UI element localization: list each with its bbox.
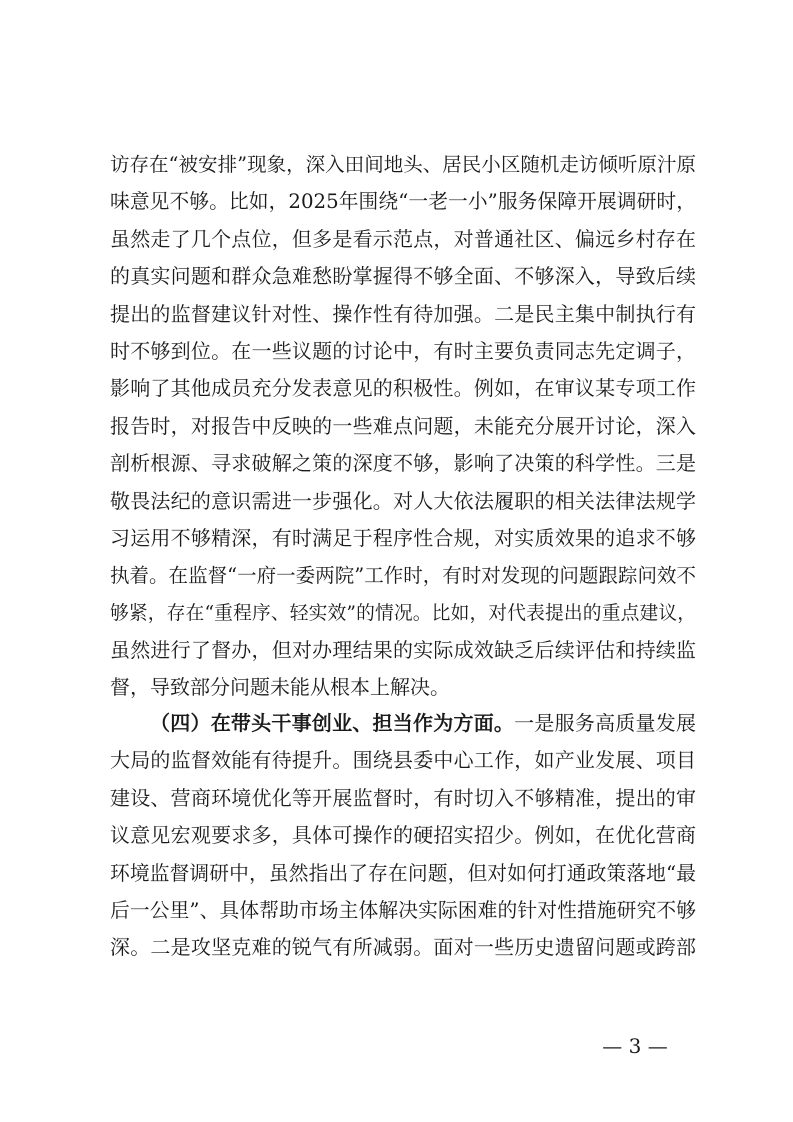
paragraph-2-line: 大局的监督效能有待提升。围绕县委中心工作，如产业发展、项目 [110,748,696,773]
paragraph-1-line: 督，导致部分问题未能从根本上解决。 [110,675,450,700]
paragraph-2-first-line [110,705,696,742]
paragraph-1-line: 报告时，对报告中反映的一些难点问题，未能充分展开讨论，深入 [110,413,696,438]
paragraph-1-line: 影响了其他成员充分发表意见的积极性。例如，在审议某专项工作 [110,376,696,401]
paragraph-2-first-line-text: 一是服务高质量发展 [514,711,697,735]
paragraph-1-line: 习运用不够精深，有时满足于程序性合规，对实质效果的追求不够 [110,525,696,550]
paragraph-2-line: 后一公里”、具体帮助市场主体解决实际困难的针对性措施研究不够 [110,898,696,922]
paragraph-1-line: 提出的监督建议针对性、操作性有待加强。二是民主集中制执行有 [110,301,696,326]
section-heading: （四）在带头干事创业、担当作为方面。 [150,711,515,735]
paragraph-2-line: 环境监督调研中，虽然指出了存在问题，但对如何打通政策落地“最 [110,861,696,885]
paragraph-1-line: 的真实问题和群众急难愁盼掌握得不够全面、不够深入，导致后续 [110,264,696,289]
paragraph-1-line: 访存在“被安排”现象，深入田间地头、居民小区随机走访倾听原汁原 [110,153,696,176]
paragraph-2-line: 建设、营商环境优化等开展监督时，有时切入不够精准，提出的审 [110,785,696,810]
page-number: — 3 — [602,1034,668,1058]
paragraph-2-line: 深。二是攻坚克难的锐气有所减弱。面对一些历史遗留问题或跨部 [110,935,696,960]
paragraph-2-line: 议意见宏观要求多，具体可操作的硬招实招少。例如，在优化营商 [110,823,696,848]
paragraph-1-line: 时不够到位。在一些议题的讨论中，有时主要负责同志先定调子， [110,338,696,363]
paragraph-1-line: 够紧，存在“重程序、轻实效”的情况。比如，对代表提出的重点建议， [110,602,696,624]
paragraph-1-line: 敬畏法纪的意识需进一步强化。对人大依法履职的相关法律法规学 [110,488,696,513]
paragraph-1-line: 味意见不够。比如，2025年围绕“一老一小”服务保障开展调研时， [110,190,696,214]
paragraph-1 [110,146,696,707]
paragraph-1-line: 虽然走了几个点位，但多是看示范点，对普通社区、偏远乡村存在 [110,226,696,251]
paragraph-1-line: 虽然进行了督办，但对办理结果的实际成效缺乏后续评估和持续监 [110,638,696,663]
paragraph-2 [110,705,696,967]
paragraph-1-line: 剖析根源、寻求破解之策的深度不够，影响了决策的科学性。三是 [110,451,696,476]
paragraph-1-line: 执着。在监督“一府一委两院”工作时，有时对发现的问题跟踪问效不 [110,564,696,588]
